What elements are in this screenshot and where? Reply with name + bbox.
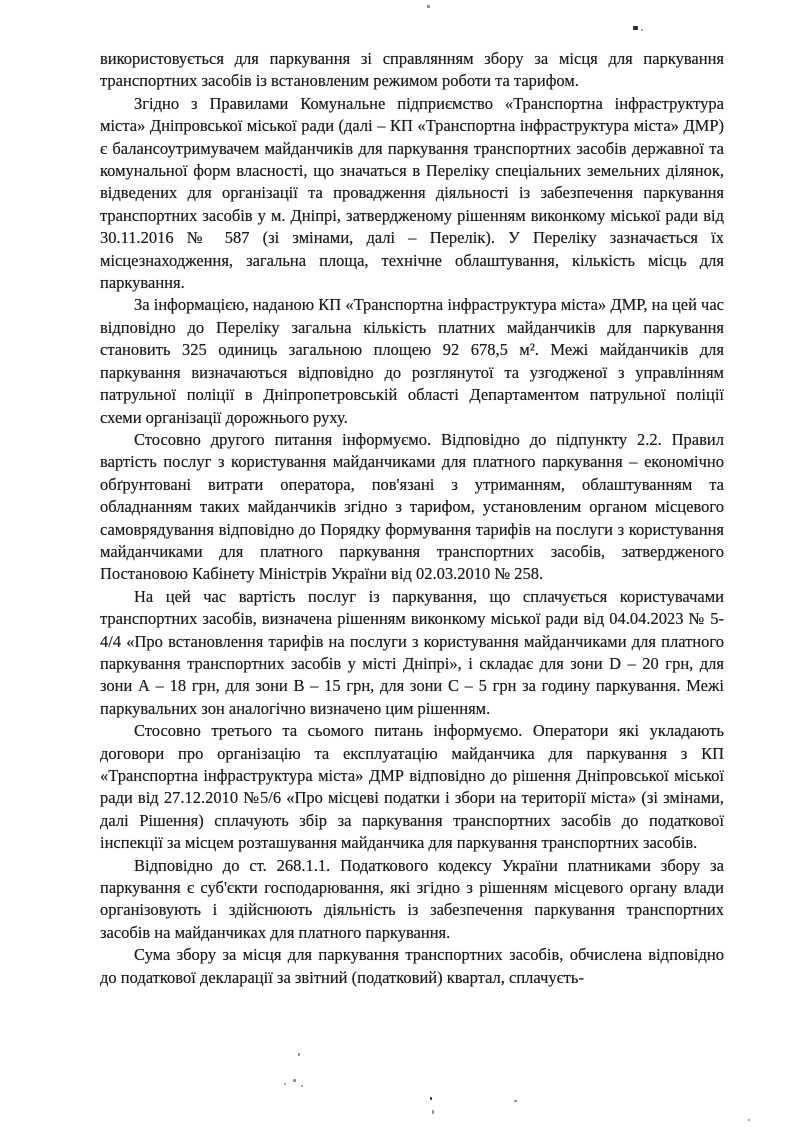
scan-speck [514, 1100, 517, 1102]
scan-speck [641, 29, 643, 31]
paragraph-continuation: використовується для паркування зі справлянням збору за місця для паркування транспортних засобів із встановленим режимом роботи та тарифом. [100, 49, 724, 91]
paragraph-zone-tariff-rates: На цей час вартість послуг із паркування, що сплачується користувачами транспортних засобів, визначена рішенням виконкому міської ради від 04.04.2023 № 5-4/4 «Про встановлення тарифів на послуги з користування майданчиками для платного паркування транспортних засобів у місті Дніпрі», і складає для зони D – 20 грн, для зони А – 18 грн, для зони В – 15 грн, для зони С – 5 грн за годину паркування. Межі паркувальних зон аналогічно визначено цим рішенням. [100, 586, 724, 718]
paragraph-second-question-tariffs: Стосовно другого питання інформуємо. Відповідно до підпункту 2.2. Правил вартість послуг з користування майданчиками для платного паркування – економічно обґрунтовані витрати оператора, пов'язані з утриманням, облаштуванням та обладнанням таких майданчиків згідно з тарифом, установленим органом місцевого самоврядування відповідно до Порядку формування тарифів на послуги з користування майданчиками для платного паркування транспортних засобів, затвердженого Постановою Кабінету Міністрів України від 02.03.2010 № 258. [100, 429, 724, 584]
paragraph-tax-code-268: Відповідно до ст. 268.1.1. Податкового кодексу України платниками збору за паркування є суб'єкти господарювання, які згідно з рішенням місцевого органу влади організовують і здійснюють діяльність із забезпечення паркування транспортних засобів на майданчиках для платного паркування. [100, 855, 724, 942]
scan-speck [293, 1079, 296, 1082]
scan-speck [284, 1083, 286, 1085]
scan-speck [430, 1097, 432, 1100]
paragraph-parking-lots-count: За інформацією, наданою КП «Транспортна інфраструктура міста» ДМР, на цей час відповідно до Переліку загальна кількість платних майданчиків для паркування становить 325 одиниць загальною площею 92 678,5 м². Межі майданчиків для паркування визначаються відповідно до розглянутої та узгодженої з управлінням патрульної поліції в Дніпропетровській області Департаментом патрульної поліції схеми організації дорожнього руху. [100, 295, 724, 427]
paragraph-fee-sum-declaration: Сума збору за місця для паркування транспортних засобів, обчислена відповідно до податкової декларації за звітний (податковий) квартал, сплачуєть- [100, 945, 724, 987]
scan-speck [427, 5, 430, 8]
document-text-block [100, 48, 724, 989]
scan-speck [633, 26, 638, 30]
scan-speck [748, 1119, 750, 1121]
paragraph-third-seventh-questions: Стосовно третього та сьомого питань інформуємо. Оператори які укладають договори про організацію та експлуатацію майданчика для паркування з КП «Транспортна інфраструктура міста» ДМР відповідно до рішення Дніпровської міської ради від 27.12.2010 №5/6 «Про місцеві податки і збори на території міста» (зі змінами, далі Рішення) сплачують збір за паркування транспортних засобів до податкової інспекції за місцем розташування майданчика для паркування транспортних засобів. [100, 721, 724, 853]
scan-speck [298, 1053, 300, 1056]
scan-speck [432, 1110, 434, 1114]
scan-speck [301, 1085, 303, 1087]
paragraph-rules-kp-balance-holder: Згідно з Правилами Комунальне підприємство «Транспортна інфраструктура міста» Дніпровської міської ради (далі – КП «Транспортна інфраструктура міста» ДМР) є балансоутримувачем майданчиків для паркування транспортних засобів державної та комунальної форм власності, що значаться в Переліку спеціальних земельних ділянок, відведених для організації та провадження діяльності із забезпечення паркування транспортних засобів у м. Дніпрі, затвердженому рішенням виконкому міської ради від 30.11.2016 № 587 (зі змінами, далі – Перелік). У Переліку зазначається їх місцезнаходження, загальна площа, технічне облаштування, кількість місць для паркування. [100, 93, 724, 293]
